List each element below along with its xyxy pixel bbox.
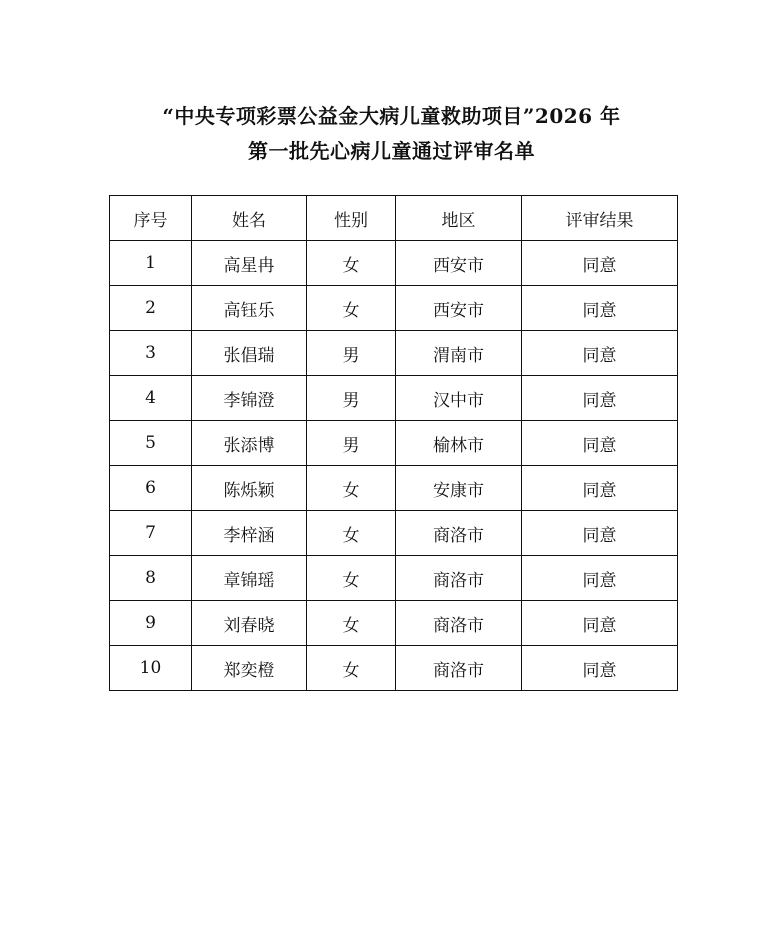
cell-serial-number: 8 <box>110 556 192 601</box>
table-row <box>110 601 678 646</box>
cell-serial-number: 1 <box>110 241 192 286</box>
document-title-line-2: 第一批先心病儿童通过评审名单 <box>248 139 535 163</box>
approval-list-table <box>109 195 678 691</box>
cell-gender: 女 <box>307 286 396 331</box>
table-row <box>110 421 678 466</box>
cell-name: 章锦瑶 <box>192 556 307 601</box>
cell-name: 刘春晓 <box>192 601 307 646</box>
cell-gender: 女 <box>307 556 396 601</box>
cell-review-result: 同意 <box>522 421 678 466</box>
cell-name: 高星冉 <box>192 241 307 286</box>
cell-region: 商洛市 <box>396 511 522 556</box>
header-name: 姓名 <box>192 196 307 241</box>
cell-region: 商洛市 <box>396 646 522 691</box>
cell-region: 商洛市 <box>396 601 522 646</box>
cell-serial-number: 4 <box>110 376 192 421</box>
cell-review-result: 同意 <box>522 241 678 286</box>
cell-review-result: 同意 <box>522 466 678 511</box>
cell-name: 陈烁颖 <box>192 466 307 511</box>
cell-region: 榆林市 <box>396 421 522 466</box>
cell-region: 汉中市 <box>396 376 522 421</box>
cell-review-result: 同意 <box>522 601 678 646</box>
cell-review-result: 同意 <box>522 511 678 556</box>
cell-gender: 男 <box>307 331 396 376</box>
cell-serial-number: 6 <box>110 466 192 511</box>
cell-name: 张添博 <box>192 421 307 466</box>
cell-serial-number: 10 <box>110 646 192 691</box>
cell-name: 高钰乐 <box>192 286 307 331</box>
cell-gender: 女 <box>307 601 396 646</box>
table-row <box>110 241 678 286</box>
cell-region: 西安市 <box>396 286 522 331</box>
cell-serial-number: 7 <box>110 511 192 556</box>
cell-serial-number: 2 <box>110 286 192 331</box>
header-review-result: 评审结果 <box>522 196 678 241</box>
cell-review-result: 同意 <box>522 376 678 421</box>
header-gender: 性别 <box>307 196 396 241</box>
table-row <box>110 646 678 691</box>
cell-region: 安康市 <box>396 466 522 511</box>
cell-gender: 男 <box>307 421 396 466</box>
cell-review-result: 同意 <box>522 286 678 331</box>
cell-serial-number: 9 <box>110 601 192 646</box>
cell-gender: 女 <box>307 466 396 511</box>
document-title-line-1: “中央专项彩票公益金大病儿童救助项目”2026 年 <box>162 104 621 128</box>
cell-gender: 女 <box>307 646 396 691</box>
header-serial-number: 序号 <box>110 196 192 241</box>
table-header-row <box>110 196 678 241</box>
cell-review-result: 同意 <box>522 646 678 691</box>
table-row <box>110 376 678 421</box>
cell-gender: 男 <box>307 376 396 421</box>
cell-region: 西安市 <box>396 241 522 286</box>
cell-name: 郑奕橙 <box>192 646 307 691</box>
table-row <box>110 286 678 331</box>
cell-review-result: 同意 <box>522 331 678 376</box>
header-region: 地区 <box>396 196 522 241</box>
cell-gender: 女 <box>307 241 396 286</box>
table-row <box>110 511 678 556</box>
cell-name: 李锦澄 <box>192 376 307 421</box>
table-row <box>110 556 678 601</box>
table-row <box>110 466 678 511</box>
cell-region: 渭南市 <box>396 331 522 376</box>
cell-name: 张倡瑞 <box>192 331 307 376</box>
cell-region: 商洛市 <box>396 556 522 601</box>
cell-name: 李梓涵 <box>192 511 307 556</box>
cell-gender: 女 <box>307 511 396 556</box>
cell-serial-number: 3 <box>110 331 192 376</box>
cell-serial-number: 5 <box>110 421 192 466</box>
table-row <box>110 331 678 376</box>
cell-review-result: 同意 <box>522 556 678 601</box>
